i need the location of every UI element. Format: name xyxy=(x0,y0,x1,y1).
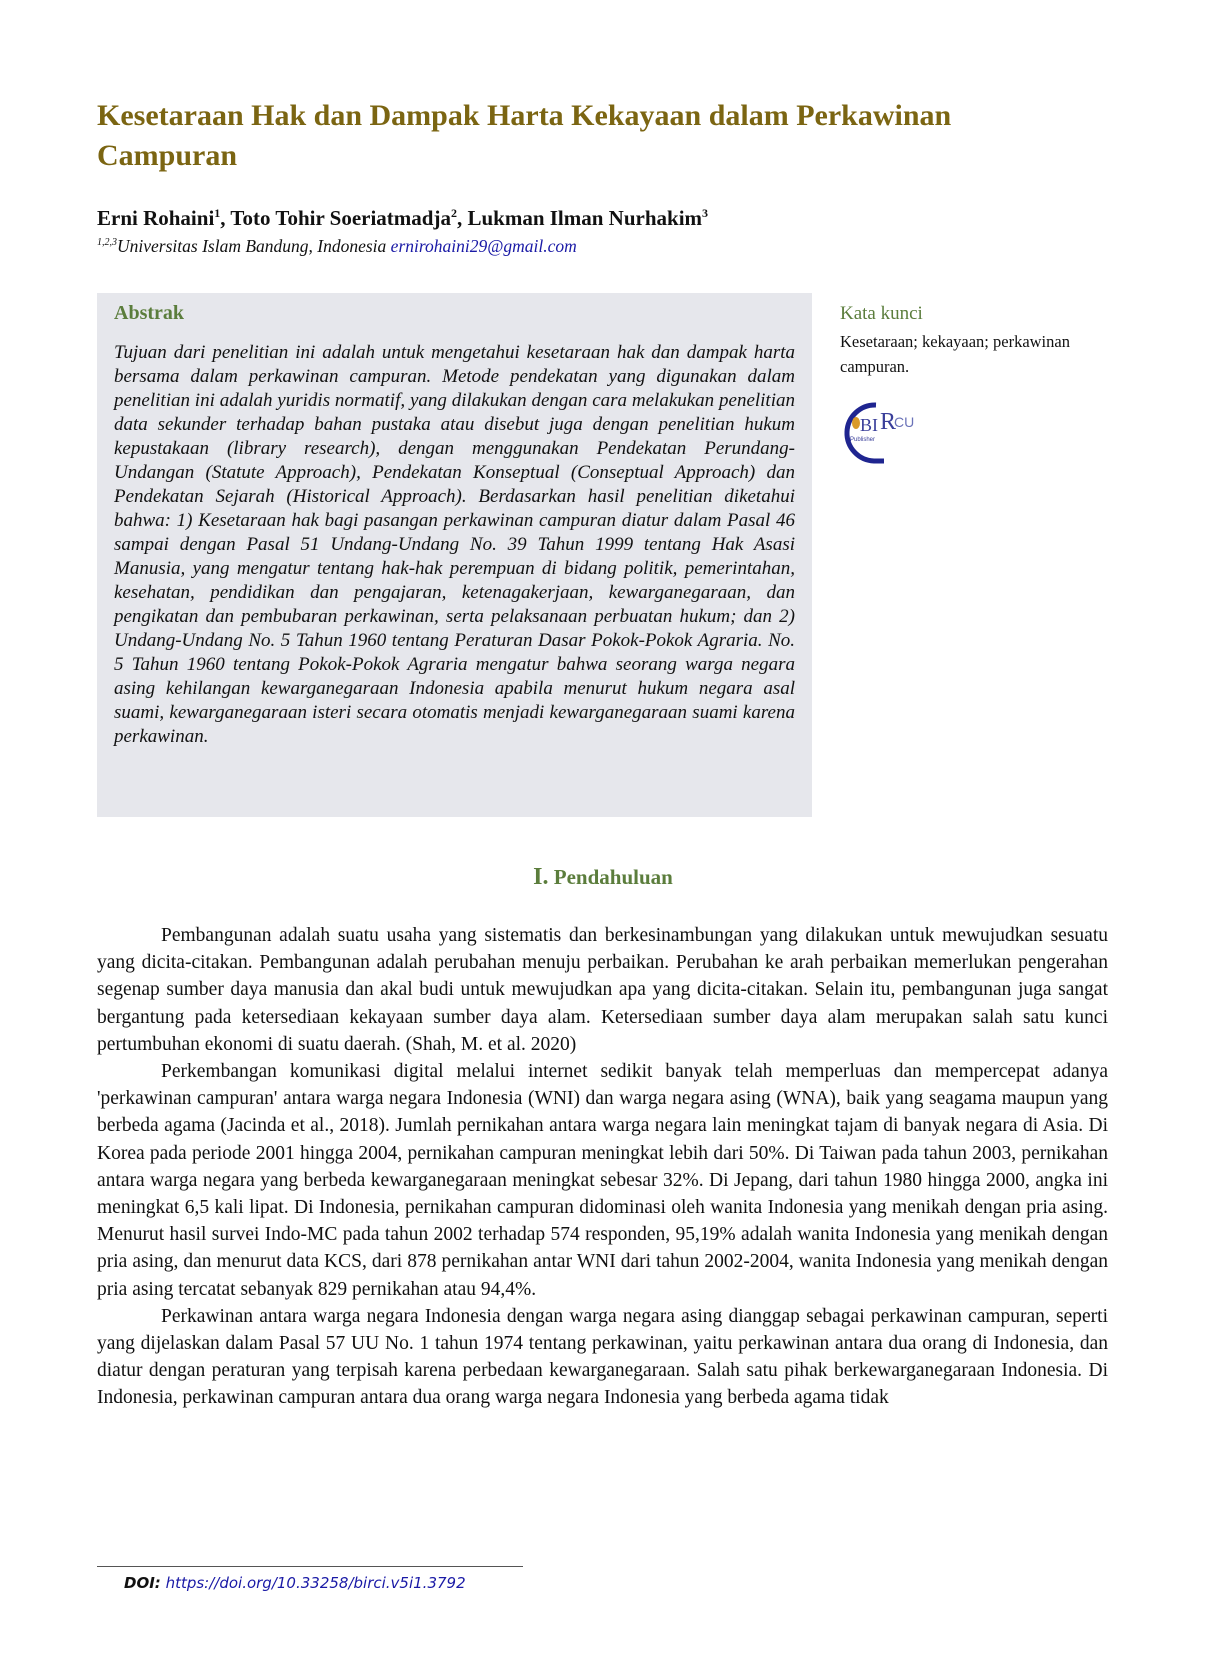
author-name: Lukman Ilman Nurhakim xyxy=(467,206,703,230)
section-number: I. xyxy=(533,864,549,890)
body-paragraph: Pembangunan adalah suatu usaha yang sistematis dan berkesinambungan yang dilakukan untuk mewujudkan sesuatu yang dicita-citakan. Pembangunan adalah perubahan menuju perbaikan. Perubahan ke arah perbaikan memerlukan pengerahan segenap sumber daya manusia dan akal budi untuk mewujudkan apa yang dicita-citakan. Selain itu, pembangunan juga sangat bergantung pada ketersediaan kekayaan sumber daya alam. Ketersediaan sumber daya alam merupakan salah satu kunci pertumbuhan ekonomi di suatu daerah. (Shah, M. et al. 2020) xyxy=(97,925,1108,1055)
svg-text:BI: BI xyxy=(860,415,878,435)
author-separator: , xyxy=(456,206,468,230)
paper-title: Kesetaraan Hak dan Dampak Harta Kekayaan dalam Perkawinan Campuran xyxy=(97,99,952,172)
doi-line xyxy=(124,1574,466,1592)
author-name: Toto Tohir Soeriatmadja xyxy=(230,206,451,230)
author-affiliation-marker: 1 xyxy=(214,206,221,220)
author-affiliation-marker: 2 xyxy=(450,206,457,220)
affiliation-line xyxy=(97,236,577,257)
abstract-heading: Abstrak xyxy=(114,302,185,324)
body-paragraph: Perkembangan komunikasi digital melalui internet sedikit banyak telah memperluas dan mempercepat adanya 'perkawinan campuran' antara warga negara Indonesia (WNI) dan warga negara asing (WNA), baik yang seagama maupun yang berbeda agama (Jacinda et al., 2018). Jumlah pernikahan antara warga negara lain meningkat tajam di banyak negara di Asia. Di Korea pada periode 2001 hingga 2004, pernikahan campuran meningkat lebih dari 50%. Di Taiwan pada tahun 2003, pernikahan antara warga negara yang berbeda kewarganegaraan meningkat sebesar 32%. Di Jepang, dari tahun 1980 hingga 2000, angka ini meningkat 6,5 kali lipat. Di Indonesia, pernikahan campuran didominasi oleh wanita Indonesia yang menikah dengan pria asing. Menurut hasil survei Indo-MC pada tahun 2002 terhadap 574 responden, 95,19% adalah wanita Indonesia yang menikah dengan pria asing, dan menurut data KCS, dari 878 pernikahan antar WNI dari tahun 2002-2004, wanita Indonesia yang menikah dengan pria asing tercatat sebanyak 829 pernikahan atau 94,4%. xyxy=(97,1061,1108,1300)
keywords-text: Kesetaraan; kekayaan; perkawinan campuran. xyxy=(840,332,1070,376)
keywords-heading: Kata kunci xyxy=(840,303,923,324)
svg-text:CU: CU xyxy=(894,414,915,430)
body-text xyxy=(97,922,1108,1412)
keywords-panel xyxy=(840,303,1070,379)
birci-publisher-logo-icon xyxy=(836,397,926,467)
body-paragraph: Perkawinan antara warga negara Indonesia dengan warga negara asing dianggap sebagai perkawinan campuran, seperti yang dijelaskan dalam Pasal 57 UU No. 1 tahun 1974 tentang perkawinan, yaitu perkawinan antara dua orang di Indonesia, dan diatur dengan peraturan yang terpisah karena perbedaan kewarganegaraan. Salah satu pihak berkewarganegaraan Indonesia. Di Indonesia, perkawinan campuran antara dua orang warga negara Indonesia yang berbeda agama tidak xyxy=(97,1305,1108,1409)
doi-link[interactable]: https://doi.org/10.33258/birci.v5i1.3792 xyxy=(160,1574,466,1592)
author-separator: , xyxy=(220,206,231,230)
author-name: Erni Rohaini xyxy=(97,206,215,230)
section-heading-pendahuluan xyxy=(0,864,1206,891)
affiliation-marker: 1,2,3 xyxy=(97,237,117,249)
author-affiliation-marker: 3 xyxy=(702,206,709,220)
abstract-text: Tujuan dari penelitian ini adalah untuk mengetahui kesetaraan hak dan dampak harta bersama dalam perkawinan campuran. Metode pendekatan yang digunakan dalam penelitian ini adalah yuridis normatif, yang dilakukan dengan cara melakukan penelitian data sekunder terhadap bahan pustaka atau disebut juga dengan penelitian hukum kepustakaan (library research), dengan menggunakan Pendekatan Perundang-Undangan (Statute Approach), Pendekatan Konseptual (Conseptual Approach) dan Pendekatan Sejarah (Historical Approach). Berdasarkan hasil penelitian diketahui bahwa: 1) Kesetaraan hak bagi pasangan perkawinan campuran diatur dalam Pasal 46 sampai dengan Pasal 51 Undang-Undang No. 39 Tahun 1999 tentang Hak Asasi Manusia, yang mengatur tentang hak-hak perempuan di bidang politik, pemerintahan, kesehatan, pendidikan dan pengajaran, ketenagakerjaan, kewarganegaraan, dan pengikatan dan pembubaran perkawinan, serta pelaksanaan perbuatan hukum; dan 2) Undang-Undang No. 5 Tahun 1960 tentang Peraturan Dasar Pokok-Pokok Agraria. No. 5 Tahun 1960 tentang Pokok-Pokok Agraria mengatur bahwa seorang warga negara asing kehilangan kewarganegaraan Indonesia apabila menurut hukum negara asal suami, kewarganegaraan isteri secara otomatis menjadi kewarganegaraan suami karena perkawinan. xyxy=(114,342,795,747)
abstract-box xyxy=(97,293,812,817)
author-email-link[interactable]: ernirohaini29@gmail.com xyxy=(390,236,577,256)
svg-text:R: R xyxy=(880,409,897,435)
doi-label: DOI: xyxy=(124,1574,161,1592)
section-title: Pendahuluan xyxy=(548,865,673,889)
author-list xyxy=(97,206,708,231)
footnote-divider xyxy=(97,1566,523,1567)
svg-text:Publisher: Publisher xyxy=(850,437,876,443)
affiliation-text: Universitas Islam Bandung, Indonesia xyxy=(117,236,391,256)
